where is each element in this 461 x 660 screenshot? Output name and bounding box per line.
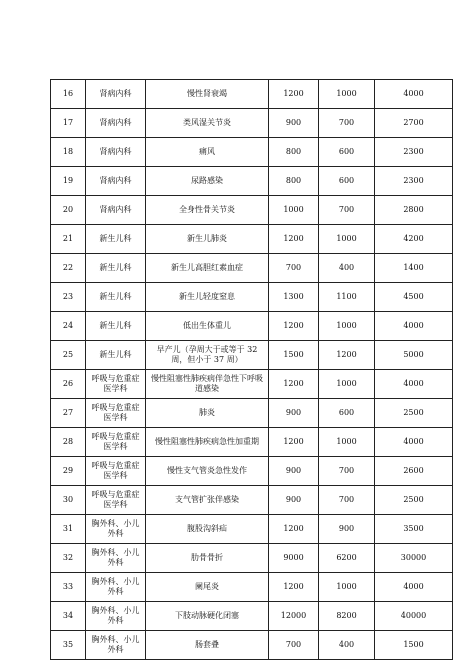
department-cell: 新生儿科 (86, 283, 146, 312)
value-2-cell: 700 (319, 457, 375, 486)
value-2-cell: 1000 (319, 370, 375, 399)
disease-name-cell: 腹股沟斜疝 (146, 515, 269, 544)
fee-table (50, 79, 453, 660)
table-row (51, 167, 453, 196)
value-3-cell: 4200 (375, 225, 453, 254)
value-1-cell: 900 (269, 399, 319, 428)
value-2-cell: 8200 (319, 602, 375, 631)
department-cell: 肾病内科 (86, 109, 146, 138)
value-1-cell: 900 (269, 457, 319, 486)
row-number-cell: 25 (51, 341, 86, 370)
value-2-cell: 1000 (319, 573, 375, 602)
value-3-cell: 4500 (375, 283, 453, 312)
value-3-cell: 4000 (375, 370, 453, 399)
table-row (51, 80, 453, 109)
disease-name-cell: 新生儿肺炎 (146, 225, 269, 254)
department-cell: 胸外科、小儿外科 (86, 515, 146, 544)
table-row (51, 573, 453, 602)
value-1-cell: 1300 (269, 283, 319, 312)
table-row (51, 138, 453, 167)
department-cell: 肾病内科 (86, 80, 146, 109)
row-number-cell: 19 (51, 167, 86, 196)
disease-name-cell: 慢性阻塞性肺疾病急性加重期 (146, 428, 269, 457)
value-1-cell: 900 (269, 109, 319, 138)
disease-name-cell: 阑尾炎 (146, 573, 269, 602)
department-cell: 呼吸与危重症医学科 (86, 428, 146, 457)
row-number-cell: 22 (51, 254, 86, 283)
department-cell: 胸外科、小儿外科 (86, 631, 146, 660)
department-cell: 胸外科、小儿外科 (86, 602, 146, 631)
row-number-cell: 30 (51, 486, 86, 515)
value-1-cell: 1200 (269, 225, 319, 254)
value-2-cell: 600 (319, 138, 375, 167)
department-cell: 新生儿科 (86, 312, 146, 341)
row-number-cell: 21 (51, 225, 86, 254)
value-1-cell: 800 (269, 167, 319, 196)
value-1-cell: 9000 (269, 544, 319, 573)
value-3-cell: 5000 (375, 341, 453, 370)
table-row (51, 602, 453, 631)
table-row (51, 631, 453, 660)
value-2-cell: 1200 (319, 341, 375, 370)
value-2-cell: 1000 (319, 80, 375, 109)
disease-name-cell: 痛风 (146, 138, 269, 167)
row-number-cell: 35 (51, 631, 86, 660)
value-1-cell: 1200 (269, 573, 319, 602)
value-3-cell: 1400 (375, 254, 453, 283)
row-number-cell: 27 (51, 399, 86, 428)
value-1-cell: 700 (269, 254, 319, 283)
disease-name-cell: 支气管扩张伴感染 (146, 486, 269, 515)
department-cell: 胸外科、小儿外科 (86, 573, 146, 602)
department-cell: 新生儿科 (86, 341, 146, 370)
value-1-cell: 1200 (269, 312, 319, 341)
row-number-cell: 20 (51, 196, 86, 225)
value-2-cell: 6200 (319, 544, 375, 573)
value-2-cell: 400 (319, 631, 375, 660)
disease-name-cell: 肋骨骨折 (146, 544, 269, 573)
fee-table-body (51, 80, 453, 660)
row-number-cell: 23 (51, 283, 86, 312)
value-3-cell: 2800 (375, 196, 453, 225)
value-1-cell: 1200 (269, 370, 319, 399)
department-cell: 肾病内科 (86, 167, 146, 196)
value-3-cell: 3500 (375, 515, 453, 544)
department-cell: 呼吸与危重症医学科 (86, 399, 146, 428)
value-1-cell: 700 (269, 631, 319, 660)
table-row (51, 544, 453, 573)
value-1-cell: 800 (269, 138, 319, 167)
disease-name-cell: 下肢动脉硬化闭塞 (146, 602, 269, 631)
table-row (51, 225, 453, 254)
department-cell: 肾病内科 (86, 138, 146, 167)
department-cell: 呼吸与危重症医学科 (86, 370, 146, 399)
disease-name-cell: 新生儿轻度窒息 (146, 283, 269, 312)
disease-name-cell: 肺炎 (146, 399, 269, 428)
value-1-cell: 1200 (269, 428, 319, 457)
value-3-cell: 4000 (375, 312, 453, 341)
disease-name-cell: 尿路感染 (146, 167, 269, 196)
value-3-cell: 4000 (375, 80, 453, 109)
disease-name-cell: 慢性支气管炎急性发作 (146, 457, 269, 486)
value-3-cell: 40000 (375, 602, 453, 631)
value-2-cell: 700 (319, 196, 375, 225)
value-2-cell: 1000 (319, 312, 375, 341)
value-1-cell: 12000 (269, 602, 319, 631)
row-number-cell: 17 (51, 109, 86, 138)
disease-name-cell: 新生儿高胆红素血症 (146, 254, 269, 283)
table-row (51, 283, 453, 312)
disease-name-cell: 类风湿关节炎 (146, 109, 269, 138)
department-cell: 新生儿科 (86, 254, 146, 283)
row-number-cell: 28 (51, 428, 86, 457)
disease-name-cell: 低出生体重儿 (146, 312, 269, 341)
table-row (51, 341, 453, 370)
row-number-cell: 31 (51, 515, 86, 544)
table-row (51, 109, 453, 138)
row-number-cell: 32 (51, 544, 86, 573)
department-cell: 呼吸与危重症医学科 (86, 457, 146, 486)
table-row (51, 457, 453, 486)
row-number-cell: 24 (51, 312, 86, 341)
value-2-cell: 1100 (319, 283, 375, 312)
value-3-cell: 2600 (375, 457, 453, 486)
value-2-cell: 400 (319, 254, 375, 283)
row-number-cell: 33 (51, 573, 86, 602)
value-1-cell: 1200 (269, 515, 319, 544)
value-1-cell: 1200 (269, 80, 319, 109)
value-2-cell: 900 (319, 515, 375, 544)
value-3-cell: 2300 (375, 138, 453, 167)
value-3-cell: 2500 (375, 486, 453, 515)
disease-name-cell: 慢性肾衰竭 (146, 80, 269, 109)
value-3-cell: 1500 (375, 631, 453, 660)
value-1-cell: 1500 (269, 341, 319, 370)
disease-name-cell: 早产儿（孕周大于或等于 32 周，但小于 37 周） (146, 341, 269, 370)
value-2-cell: 700 (319, 486, 375, 515)
row-number-cell: 26 (51, 370, 86, 399)
value-3-cell: 2500 (375, 399, 453, 428)
value-2-cell: 600 (319, 399, 375, 428)
value-3-cell: 4000 (375, 428, 453, 457)
value-2-cell: 1000 (319, 428, 375, 457)
table-row (51, 312, 453, 341)
disease-name-cell: 肠套叠 (146, 631, 269, 660)
table-row (51, 370, 453, 399)
disease-name-cell: 全身性骨关节炎 (146, 196, 269, 225)
department-cell: 呼吸与危重症医学科 (86, 486, 146, 515)
department-cell: 胸外科、小儿外科 (86, 544, 146, 573)
table-row (51, 399, 453, 428)
table-row (51, 428, 453, 457)
value-2-cell: 1000 (319, 225, 375, 254)
table-row (51, 486, 453, 515)
table-row (51, 196, 453, 225)
value-1-cell: 900 (269, 486, 319, 515)
row-number-cell: 34 (51, 602, 86, 631)
department-cell: 新生儿科 (86, 225, 146, 254)
value-2-cell: 600 (319, 167, 375, 196)
row-number-cell: 16 (51, 80, 86, 109)
value-2-cell: 700 (319, 109, 375, 138)
value-3-cell: 30000 (375, 544, 453, 573)
value-3-cell: 2700 (375, 109, 453, 138)
department-cell: 肾病内科 (86, 196, 146, 225)
disease-name-cell: 慢性阻塞性肺疾病伴急性下呼吸道感染 (146, 370, 269, 399)
value-3-cell: 2300 (375, 167, 453, 196)
value-1-cell: 1000 (269, 196, 319, 225)
row-number-cell: 29 (51, 457, 86, 486)
table-row (51, 515, 453, 544)
value-3-cell: 4000 (375, 573, 453, 602)
row-number-cell: 18 (51, 138, 86, 167)
table-row (51, 254, 453, 283)
